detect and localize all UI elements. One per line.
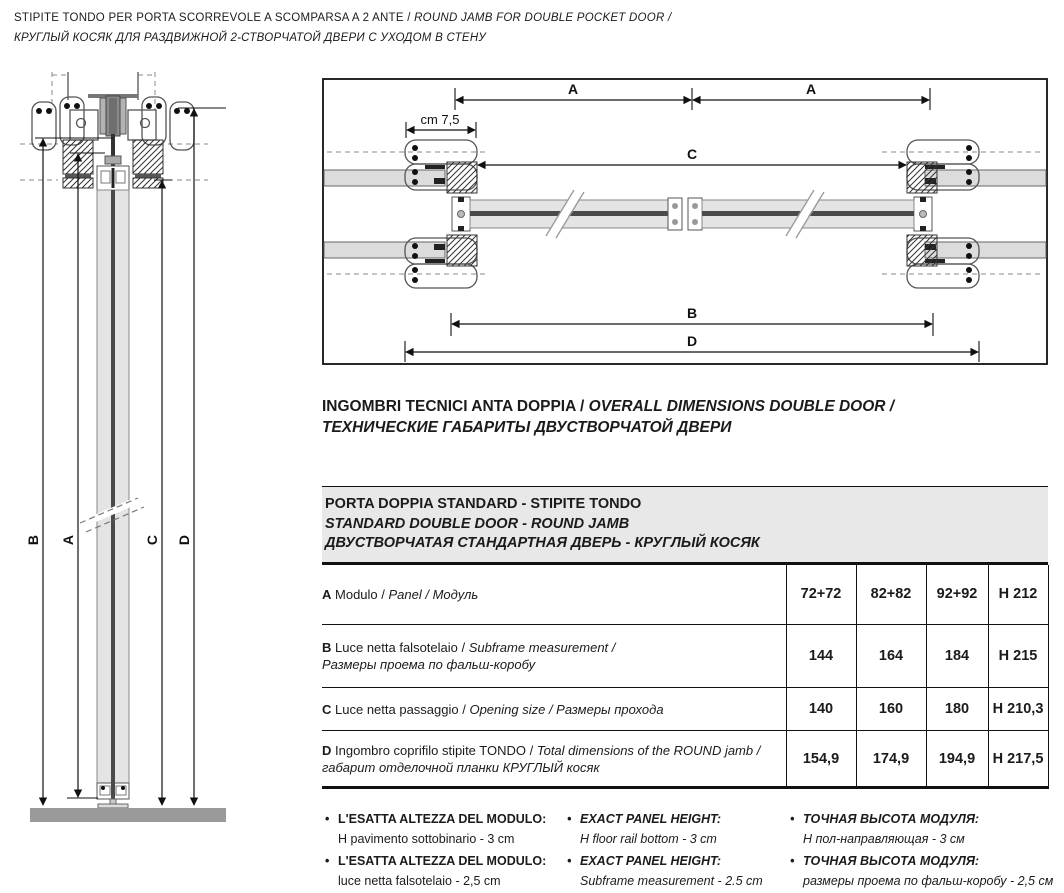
bullet-icon: • xyxy=(790,812,795,826)
table-title xyxy=(322,486,1048,565)
cell-value: H 217,5 xyxy=(988,731,1048,788)
section-heading-line2: ТЕХНИЧЕСКИЕ ГАБАРИТЫ ДВУСТВОРЧАТОЙ ДВЕРИ xyxy=(322,419,732,436)
cell-value: 144 xyxy=(786,625,856,688)
cell-value: H 212 xyxy=(988,565,1048,625)
table-row xyxy=(322,625,1048,688)
page-title-line2: КРУГЛЫЙ КОСЯК ДЛЯ РАЗДВИЖНОЙ 2-СТВОРЧАТОЙ ДВЕРИ С УХОДОМ В СТЕНУ xyxy=(14,32,486,44)
dimensions-table xyxy=(322,565,1049,790)
bullet-icon: • xyxy=(325,812,330,826)
cell-value: 180 xyxy=(926,688,988,731)
row-label: A Modulo / Panel / Модуль xyxy=(322,586,479,602)
floor-slab xyxy=(30,808,226,822)
bullet-icon: • xyxy=(567,854,572,868)
dim-label-d: D xyxy=(176,534,192,546)
door-panel xyxy=(97,190,129,783)
page-title-line1: STIPITE TONDO PER PORTA SCORREVOLE A SCOMPARSA A 2 ANTE / ROUND JAMB FOR DOUBLE POCKET DOOR / xyxy=(14,12,672,24)
dim-label-a-right: A xyxy=(805,81,817,97)
dim-label-b: B xyxy=(25,534,41,546)
dim-label-jamb-width: cm 7,5 xyxy=(420,112,460,127)
pocket-walls xyxy=(324,165,1046,263)
bullet-icon: • xyxy=(790,854,795,868)
cell-value: 154,9 xyxy=(786,731,856,788)
dimension-line-c xyxy=(154,180,172,805)
cell-value: 92+92 xyxy=(926,565,988,625)
table-row xyxy=(322,731,1048,788)
door-bottom-rail xyxy=(97,783,129,808)
table-row xyxy=(322,688,1048,731)
dimensions-table-section xyxy=(322,486,1048,789)
dim-label-d-plan: D xyxy=(686,333,698,349)
footnote-item: • ТОЧНАЯ ВЫСОТА МОДУЛЯ: Н пол-направляющая - 3 см xyxy=(790,812,980,846)
table-title-ru: ДВУСТВОРЧАТАЯ СТАНДАРТНАЯ ДВЕРЬ - КРУГЛЫЙ КОСЯК xyxy=(325,535,760,551)
cell-value: 174,9 xyxy=(856,731,926,788)
dim-label-a: A xyxy=(60,534,76,546)
table-title-en: STANDARD DOUBLE DOOR - ROUND JAMB xyxy=(325,515,630,532)
dim-label-a-left: A xyxy=(567,81,579,97)
table-row xyxy=(322,565,1048,625)
cell-value: H 215 xyxy=(988,625,1048,688)
dim-label-c: C xyxy=(144,534,160,546)
dim-label-b-plan: B xyxy=(686,305,698,321)
right-round-jamb xyxy=(907,140,979,288)
vertical-section-diagram xyxy=(8,70,238,825)
cell-value: 194,9 xyxy=(926,731,988,788)
dim-label-c-plan: C xyxy=(686,146,698,162)
section-heading-line1: INGOMBRI TECNICI ANTA DOPPIA / OVERALL DIMENSIONS DOUBLE DOOR / xyxy=(322,398,895,415)
table-title-it: PORTA DOPPIA STANDARD - STIPITE TONDO xyxy=(325,496,642,512)
door-panels-plan xyxy=(470,188,914,238)
section-heading xyxy=(322,396,1048,438)
cell-value: H 210,3 xyxy=(988,688,1048,731)
footnote-column-en xyxy=(567,812,782,893)
footnote-column-ru xyxy=(790,812,1055,893)
door-top-rail xyxy=(97,166,129,190)
bullet-icon: • xyxy=(567,812,572,826)
left-round-jamb xyxy=(405,140,477,288)
row-label: D Ingombro coprifilo stipite TONDO / Total dimensions of the ROUND jamb / габарит отделочной планки КРУГЛЫЙ косяк xyxy=(322,742,761,775)
cell-value: 82+82 xyxy=(856,565,926,625)
bullet-icon: • xyxy=(325,854,330,868)
footnote-item: • L'ESATTA ALTEZZA DEL MODULO: luce netta falsotelaio - 2,5 cm xyxy=(325,854,547,888)
footnote-item: • ТОЧНАЯ ВЫСОТА МОДУЛЯ: размеры проема по фальш-коробу - 2,5 см xyxy=(790,854,1054,888)
dimension-line-d xyxy=(178,108,226,805)
cell-value: 72+72 xyxy=(786,565,856,625)
footnote-column-it xyxy=(325,812,560,893)
row-label: C Luce netta passaggio / Opening size / Размеры прохода xyxy=(322,701,664,717)
row-label: B Luce netta falsotelaio / Subframe measurement / Размеры проема по фальш-коробу xyxy=(322,640,616,672)
cell-value: 140 xyxy=(786,688,856,731)
page-title xyxy=(14,8,671,48)
footnote-item: • EXACT PANEL HEIGHT: Subframe measurement - 2.5 cm xyxy=(567,854,763,888)
footnote-item: • L'ESATTA ALTEZZA DEL MODULO: H pavimento sottobinario - 3 cm xyxy=(325,812,547,846)
horizontal-plan-diagram xyxy=(322,78,1048,365)
footnote-item: • EXACT PANEL HEIGHT: H floor rail bottom - 3 cm xyxy=(567,812,721,846)
cell-value: 160 xyxy=(856,688,926,731)
cell-value: 184 xyxy=(926,625,988,688)
cell-value: 164 xyxy=(856,625,926,688)
dimension-line-a-plan xyxy=(455,88,930,110)
